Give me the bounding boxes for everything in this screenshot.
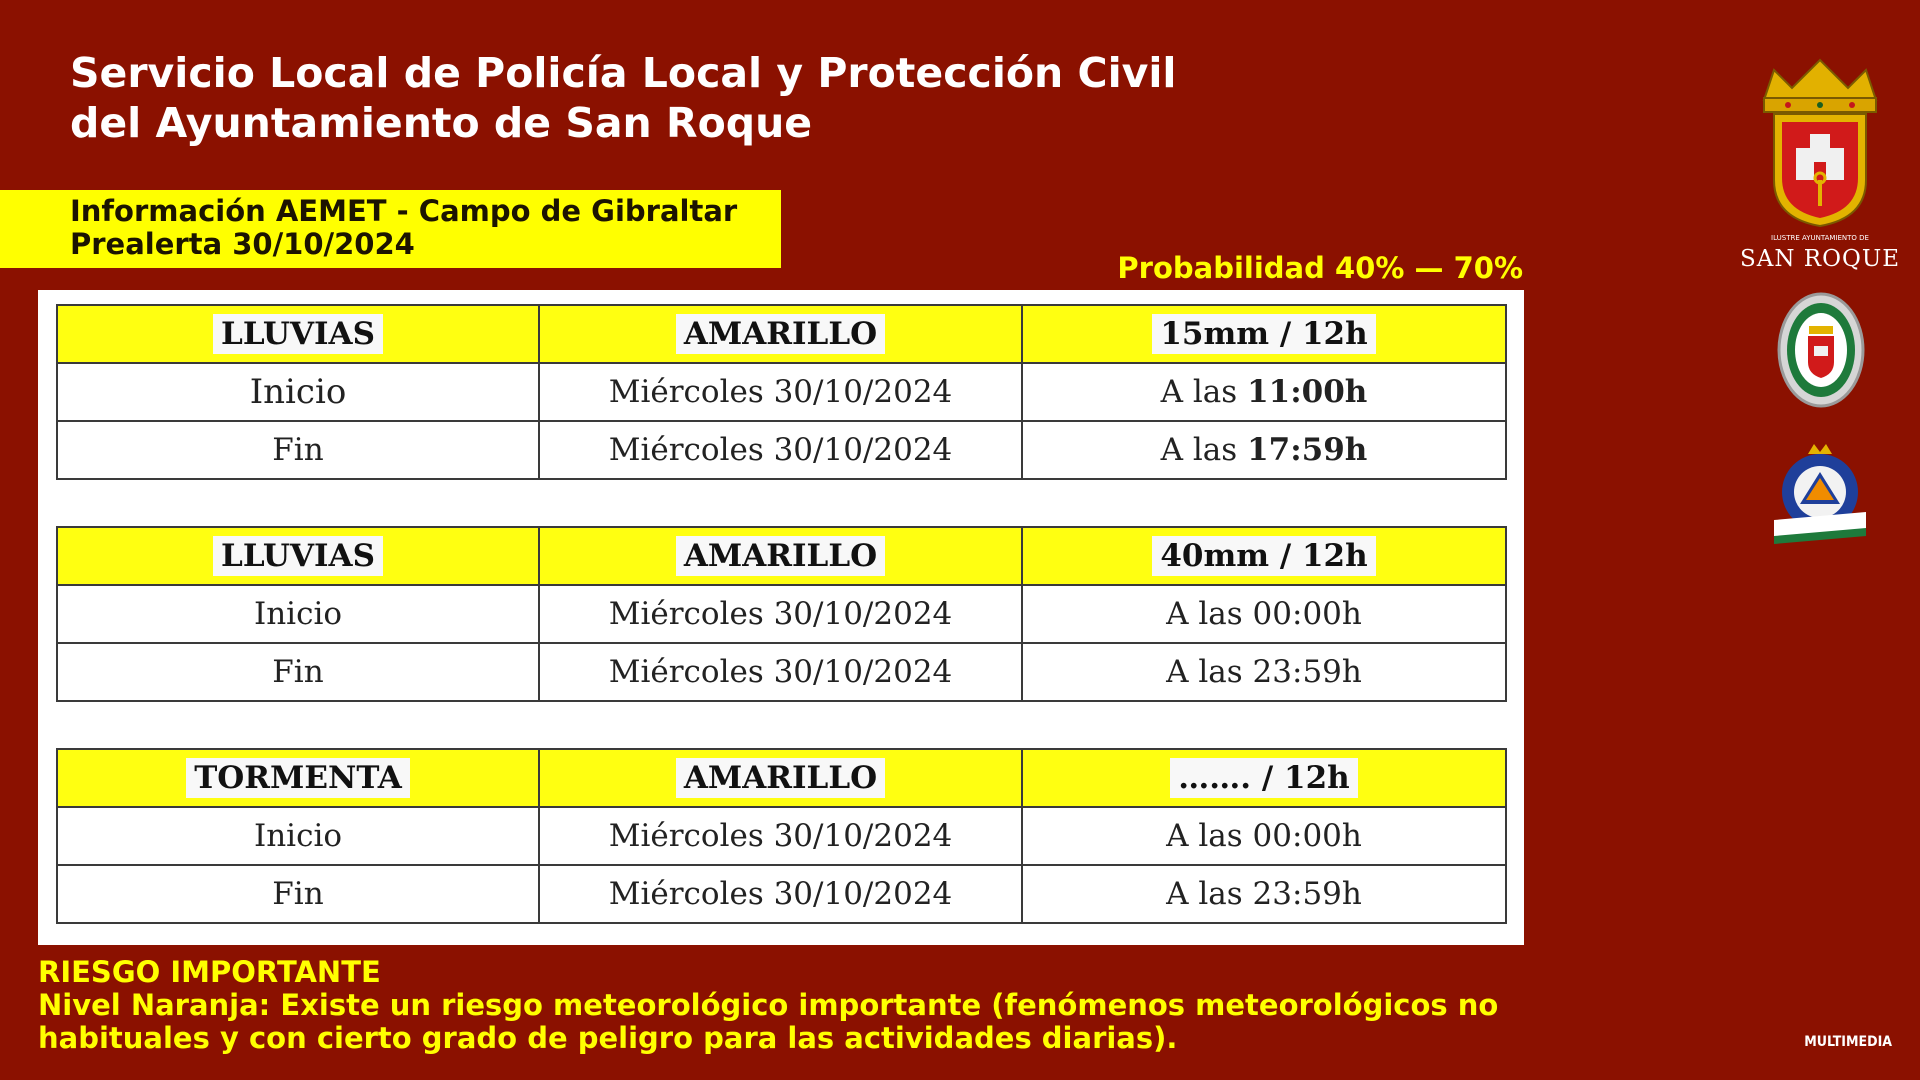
amount-cell bbox=[1022, 527, 1506, 585]
phenomenon-label: LLUVIAS bbox=[213, 314, 383, 354]
level-cell bbox=[539, 527, 1022, 585]
row-label: Fin bbox=[57, 421, 539, 479]
time-value: 00:00h bbox=[1252, 596, 1362, 632]
phenomenon-cell bbox=[57, 305, 539, 363]
aemet-info-prealert: Prealerta 30/10/2024 bbox=[70, 227, 415, 261]
alert-header-row bbox=[57, 305, 1506, 363]
probability-label: Probabilidad 40% — 70% bbox=[1117, 251, 1523, 285]
time-value: 17:59h bbox=[1247, 432, 1368, 468]
alert-header-row bbox=[57, 527, 1506, 585]
time-value: 23:59h bbox=[1252, 654, 1362, 690]
risk-notice bbox=[38, 956, 1538, 1055]
alert-end-row bbox=[57, 643, 1506, 701]
row-time bbox=[1022, 807, 1506, 865]
row-date: Miércoles 30/10/2024 bbox=[539, 643, 1022, 701]
row-time bbox=[1022, 643, 1506, 701]
time-prefix: A las bbox=[1166, 818, 1243, 854]
time-prefix: A las bbox=[1160, 432, 1238, 468]
phenomenon-label: TORMENTA bbox=[186, 758, 410, 798]
time-prefix: A las bbox=[1166, 596, 1243, 632]
page-title-line-1: Servicio Local de Policía Local y Protección Civil bbox=[70, 49, 1177, 97]
amount-label: ……. / 12h bbox=[1170, 758, 1357, 798]
amount-cell bbox=[1022, 749, 1506, 807]
row-date: Miércoles 30/10/2024 bbox=[539, 807, 1022, 865]
risk-title: RIESGO IMPORTANTE bbox=[38, 955, 381, 989]
time-prefix: A las bbox=[1166, 654, 1243, 690]
amount-label: 15mm / 12h bbox=[1152, 314, 1375, 354]
page-title-line-2: del Ayuntamiento de San Roque bbox=[70, 99, 813, 147]
amount-label: 40mm / 12h bbox=[1152, 536, 1375, 576]
alert-start-row bbox=[57, 807, 1506, 865]
time-value: 11:00h bbox=[1247, 374, 1368, 410]
row-date: Miércoles 30/10/2024 bbox=[539, 421, 1022, 479]
time-value: 00:00h bbox=[1252, 818, 1362, 854]
police-badge-icon bbox=[1776, 290, 1866, 410]
time-prefix: A las bbox=[1160, 374, 1238, 410]
ayuntamiento-crest bbox=[1740, 50, 1900, 270]
risk-description-line-2: habituales y con cierto grado de peligro para las actividades diarias). bbox=[38, 1021, 1178, 1055]
row-date: Miércoles 30/10/2024 bbox=[539, 865, 1022, 923]
alert-start-row bbox=[57, 363, 1506, 421]
row-time bbox=[1022, 865, 1506, 923]
alert-table bbox=[56, 526, 1507, 702]
ayuntamiento-caption: SAN ROQUE bbox=[1740, 246, 1901, 272]
row-label: Inicio bbox=[57, 363, 539, 421]
alert-table bbox=[56, 748, 1507, 924]
level-cell bbox=[539, 749, 1022, 807]
phenomenon-cell bbox=[57, 749, 539, 807]
alerts-panel bbox=[38, 290, 1524, 945]
alert-start-row bbox=[57, 585, 1506, 643]
ayuntamiento-caption-small: ILUSTRE AYUNTAMIENTO DE bbox=[1771, 234, 1869, 242]
aemet-info-box bbox=[0, 190, 781, 268]
row-date: Miércoles 30/10/2024 bbox=[539, 363, 1022, 421]
level-label: AMARILLO bbox=[676, 536, 885, 576]
row-date: Miércoles 30/10/2024 bbox=[539, 585, 1022, 643]
proteccion-civil-emblem bbox=[1770, 440, 1870, 550]
row-label: Inicio bbox=[57, 585, 539, 643]
phenomenon-cell bbox=[57, 527, 539, 585]
row-time bbox=[1022, 363, 1506, 421]
alert-table bbox=[56, 304, 1507, 480]
risk-description-line-1: Nivel Naranja: Existe un riesgo meteorológico importante (fenómenos meteorológicos no bbox=[38, 988, 1499, 1022]
level-cell bbox=[539, 305, 1022, 363]
row-label: Inicio bbox=[57, 807, 539, 865]
aemet-info-source: Información AEMET - Campo de Gibraltar bbox=[70, 194, 738, 228]
level-label: AMARILLO bbox=[676, 314, 885, 354]
multimedia-watermark: MULTIMEDIA bbox=[1804, 1034, 1892, 1050]
page-title bbox=[70, 48, 1310, 148]
row-time bbox=[1022, 585, 1506, 643]
time-prefix: A las bbox=[1166, 876, 1243, 912]
phenomenon-label: LLUVIAS bbox=[213, 536, 383, 576]
alert-end-row bbox=[57, 865, 1506, 923]
civil-protection-icon bbox=[1770, 440, 1870, 550]
policia-local-badge bbox=[1776, 290, 1866, 410]
crest-icon bbox=[1740, 50, 1900, 230]
level-label: AMARILLO bbox=[676, 758, 885, 798]
row-time bbox=[1022, 421, 1506, 479]
row-label: Fin bbox=[57, 865, 539, 923]
time-value: 23:59h bbox=[1252, 876, 1362, 912]
amount-cell bbox=[1022, 305, 1506, 363]
row-label: Fin bbox=[57, 643, 539, 701]
alert-header-row bbox=[57, 749, 1506, 807]
alert-end-row bbox=[57, 421, 1506, 479]
